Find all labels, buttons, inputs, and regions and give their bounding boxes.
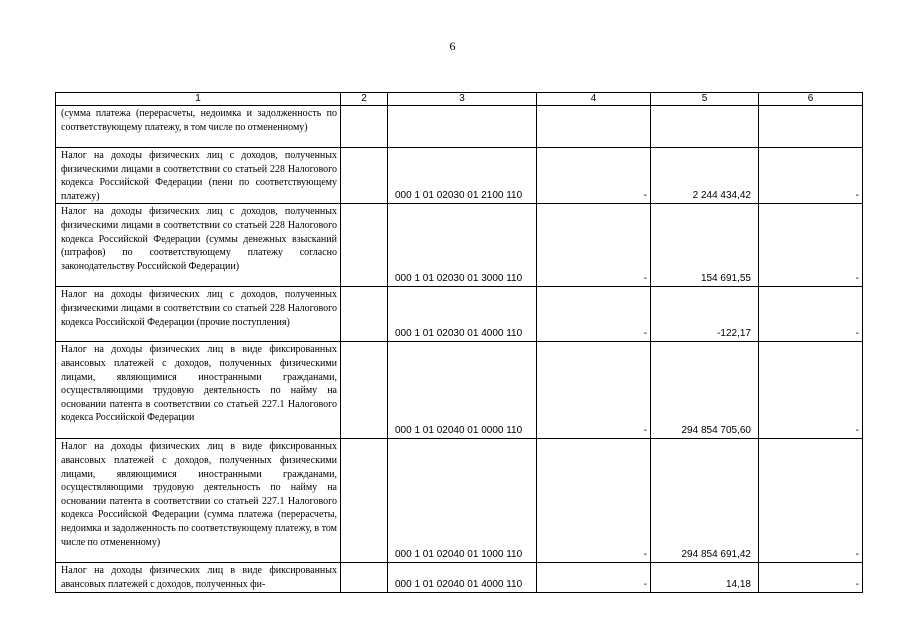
row-code: 000 1 01 02040 01 1000 110 [388, 439, 537, 563]
row-col4: - [537, 563, 651, 592]
row-col2 [341, 148, 388, 204]
header-col-3: 3 [388, 93, 537, 106]
table-row [56, 106, 863, 148]
row-col4: - [537, 204, 651, 287]
table-row [56, 563, 863, 592]
row-col2 [341, 563, 388, 592]
row-code: 000 1 01 02030 01 2100 110 [388, 148, 537, 204]
row-col5: 2 244 434,42 [651, 148, 759, 204]
row-col6 [759, 106, 863, 148]
row-col4: - [537, 148, 651, 204]
table-row [56, 287, 863, 342]
row-col2 [341, 342, 388, 439]
row-col4 [537, 106, 651, 148]
row-col5: 154 691,55 [651, 204, 759, 287]
row-code: 000 1 01 02040 01 4000 110 [388, 563, 537, 592]
row-code: 000 1 01 02040 01 0000 110 [388, 342, 537, 439]
row-col5: 14,18 [651, 563, 759, 592]
row-col4: - [537, 287, 651, 342]
row-code [388, 106, 537, 148]
page-number: 6 [449, 39, 456, 53]
row-code: 000 1 01 02030 01 4000 110 [388, 287, 537, 342]
table-row [56, 204, 863, 287]
row-col4: - [537, 439, 651, 563]
row-col5 [651, 106, 759, 148]
header-col-4: 4 [537, 93, 651, 106]
row-col5: 294 854 705,60 [651, 342, 759, 439]
row-description: Налог на доходы физических лиц с доходов, полученных физическими лицами в соответствии со статьей 228 Налогового кодекса Российской Федерации (суммы денежных взысканий (штрафов) по соответствующему платежу согласно законодательству Российской Федерации) [56, 204, 341, 287]
table-row [56, 148, 863, 204]
header-row [56, 93, 863, 106]
row-col5: 294 854 691,42 [651, 439, 759, 563]
revenue-table [55, 92, 863, 593]
row-col6: - [759, 342, 863, 439]
row-col5: -122,17 [651, 287, 759, 342]
row-col6: - [759, 439, 863, 563]
row-description: Налог на доходы физических лиц с доходов, полученных физическими лицами в соответствии со статьей 228 Налогового кодекса Российской Федерации (прочие поступления) [56, 287, 341, 342]
row-col6: - [759, 287, 863, 342]
row-description: Налог на доходы физических лиц в виде фиксированных авансовых платежей с доходов, полученных фи- [56, 563, 341, 592]
header-col-5: 5 [651, 93, 759, 106]
row-description: (сумма платежа (перерасчеты, недоимка и задолженность по соответствующему платежу, в том числе по отмененному) [56, 106, 341, 148]
row-col6: - [759, 204, 863, 287]
row-col2 [341, 204, 388, 287]
row-description: Налог на доходы физических лиц в виде фиксированных авансовых платежей с доходов, полученных физическими лицами, являющимися иностранными гражданами, осуществляющими трудовую деятельность по найму на основании патента в соответствии со статьей 227.1 Налогового кодекса Российской Федерации (сумма платежа (перерасчеты, недоимка и задолженность по соответствующему платежу, в том числе по отмененному) [56, 439, 341, 563]
row-col2 [341, 106, 388, 148]
table-row [56, 439, 863, 563]
row-col6: - [759, 563, 863, 592]
row-description: Налог на доходы физических лиц с доходов, полученных физическими лицами в соответствии со статьей 228 Налогового кодекса Российской Федерации (пени по соответствующему платежу) [56, 148, 341, 204]
table-row [56, 342, 863, 439]
header-col-2: 2 [341, 93, 388, 106]
row-code: 000 1 01 02030 01 3000 110 [388, 204, 537, 287]
header-col-1: 1 [56, 93, 341, 106]
row-col4: - [537, 342, 651, 439]
row-description: Налог на доходы физических лиц в виде фиксированных авансовых платежей с доходов, полученных физическими лицами, являющимися иностранными гражданами, осуществляющими трудовую деятельность по найму на основании патента в соответствии со статьей 227.1 Налогового кодекса Российской Федерации [56, 342, 341, 439]
header-col-6: 6 [759, 93, 863, 106]
row-col2 [341, 287, 388, 342]
row-col6: - [759, 148, 863, 204]
row-col2 [341, 439, 388, 563]
